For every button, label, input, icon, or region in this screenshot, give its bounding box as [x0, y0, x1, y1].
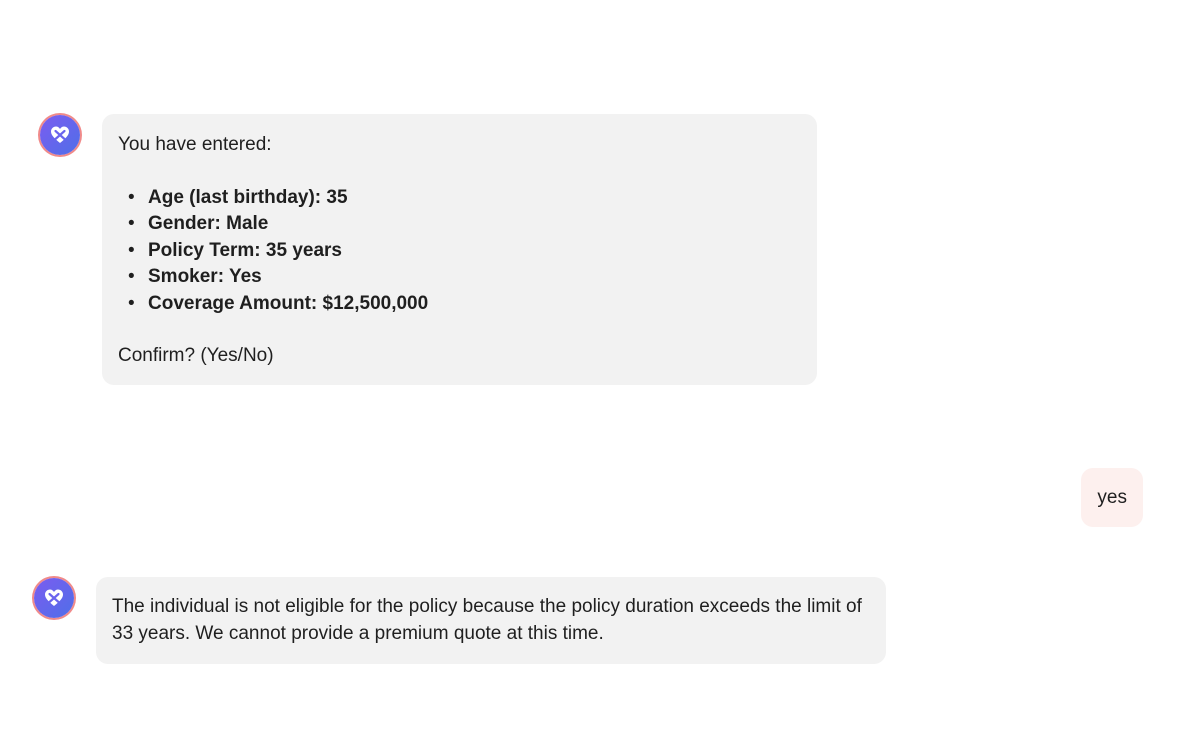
assistant-avatar: [40, 115, 80, 155]
bot-logo-icon: [48, 123, 72, 147]
detail-smoker: • Smoker: Yes: [128, 264, 801, 291]
detail-age: • Age (last birthday): 35: [128, 185, 801, 212]
user-message: [1081, 468, 1143, 527]
result-text: The individual is not eligible for the policy because the policy duration exceeds the limit of 33 years. We cannot provide a premium quote at this time.: [112, 596, 862, 644]
bot-logo-icon: [42, 586, 66, 610]
message-intro: You have entered:: [118, 134, 272, 155]
detail-policy-term: • Policy Term: 35 years: [128, 238, 801, 265]
confirm-question: Confirm? (Yes/No): [118, 345, 274, 366]
entered-details-list: [118, 185, 801, 318]
user-message-text: yes: [1097, 486, 1127, 508]
assistant-avatar: [34, 578, 74, 618]
assistant-message-result: [96, 577, 886, 664]
assistant-message-confirm: [102, 114, 817, 385]
detail-gender: • Gender: Male: [128, 211, 801, 238]
detail-coverage-amount: • Coverage Amount: $12,500,000: [128, 291, 801, 318]
